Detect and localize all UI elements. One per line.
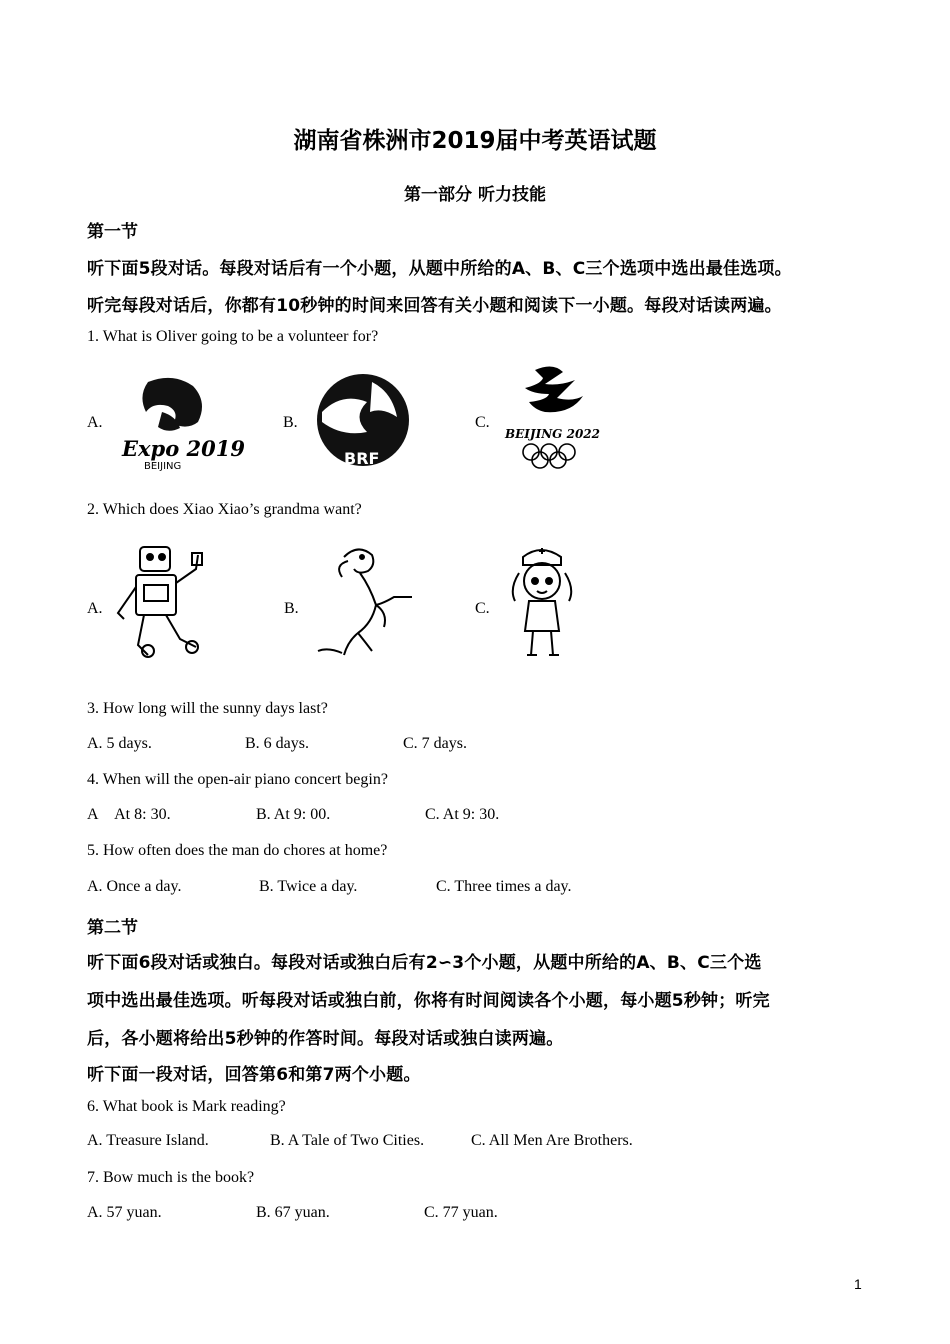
beijing-2022-text: BEIJING 2022 — [505, 427, 600, 441]
section1-instruction-2: 听完每段对话后，你都有10秒钟的时间来回答有关小题和阅读下一小题。每段对话读两遍。 — [87, 296, 782, 316]
expo-logo-subtext: BEIJING — [144, 461, 182, 472]
question-3: 3. How long will the sunny days last? — [87, 700, 328, 717]
section2-instruction-3: 后，各小题将给出5秒钟的作答时间。每段对话或独白读两遍。 — [87, 1029, 564, 1049]
page-title: 湖南省株洲市2019届中考英语试题 — [293, 128, 657, 154]
q4-option-c: C. At 9: 30. — [425, 806, 500, 823]
question-4: 4. When will the open-air piano concert begin? — [87, 771, 388, 788]
q5-option-b: B. Twice a day. — [259, 878, 358, 895]
q5-option-a: A. Once a day. — [87, 878, 182, 895]
q4-option-a: A  At 8: 30. — [87, 806, 171, 823]
nurse-icon — [505, 543, 581, 661]
part-heading: 第一部分 听力技能 — [404, 185, 546, 205]
q6-option-c: C. All Men Are Brothers. — [471, 1132, 633, 1149]
section2-instruction-2: 项中选出最佳选项。听每段对话或独白前，你将有时间阅读各个小题，每小题5秒钟；听完 — [87, 991, 770, 1011]
question-5: 5. How often does the man do chores at home? — [87, 842, 388, 859]
q1-option-a: A. — [87, 414, 103, 431]
dog-icon — [314, 543, 418, 661]
brf-logo-text: BRF — [344, 449, 380, 468]
page-number: 1 — [854, 1276, 862, 1292]
q5-option-c: C. Three times a day. — [436, 878, 572, 895]
q6-option-a: A. Treasure Island. — [87, 1132, 209, 1149]
q7-option-c: C. 77 yuan. — [424, 1204, 498, 1221]
q3-option-b: B. 6 days. — [245, 735, 309, 752]
q2-option-a: A. — [87, 600, 103, 617]
section1-heading: 第一节 — [87, 222, 138, 242]
section2-instruction-1: 听下面6段对话或独白。每段对话或独白后有2∽3个小题，从题中所给的A、B、C三个选 — [87, 953, 762, 973]
expo-logo-text: Expo 2019 — [122, 436, 245, 461]
question-2: 2. Which does Xiao Xiao’s grandma want? — [87, 501, 362, 518]
q7-option-b: B. 67 yuan. — [256, 1204, 330, 1221]
q4-option-b: B. At 9: 00. — [256, 806, 331, 823]
q1-option-c: C. — [475, 414, 490, 431]
q2-option-c: C. — [475, 600, 490, 617]
q1-option-b: B. — [283, 414, 298, 431]
question-1: 1. What is Oliver going to be a volunteer for? — [87, 328, 379, 345]
question-6: 6. What book is Mark reading? — [87, 1098, 286, 1115]
expo-2019-logo-icon — [118, 372, 245, 472]
section1-instruction-1: 听下面5段对话。每段对话后有一个小题，从题中所给的A、B、C三个选项中选出最佳选项。 — [87, 259, 792, 279]
robot-icon — [108, 543, 208, 659]
section2-heading: 第二节 — [87, 918, 138, 938]
question-7: 7. Bow much is the book? — [87, 1169, 255, 1186]
q3-option-a: A. 5 days. — [87, 735, 152, 752]
q3-option-c: C. 7 days. — [403, 735, 467, 752]
dialogue-note: 听下面一段对话，回答第6和第7两个小题。 — [87, 1065, 421, 1085]
q6-option-b: B. A Tale of Two Cities. — [270, 1132, 425, 1149]
brf-logo-icon — [312, 372, 416, 472]
q2-option-b: B. — [284, 600, 299, 617]
q7-option-a: A. 57 yuan. — [87, 1204, 162, 1221]
beijing-2022-logo-icon — [505, 362, 605, 474]
